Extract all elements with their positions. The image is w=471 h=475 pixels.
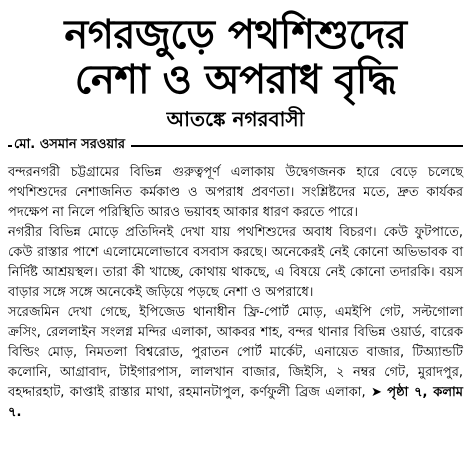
paragraph-3-text: সরেজমিন দেখা গেছে, ইপিজেড থানাধীন ফ্রি-পোর্ট মোড়, এমইপি গেট, সল্টগোলা ক্রসিং, রেললাইন সংলগ্ন মন্দির এলাকা, আকবর শাহ, বন্দর থানার বিভিন্ন ওয়ার্ড, বারেক বিল্ডিং মোড়, নিমতলা বিশ্বরোড, পুরাতন পোর্ট মার্কেট, এনায়েত বাজার, টিঅ্যান্ডটি কলোনি, আগ্রাবাদ, টাইগারপাস, লালখান বাজার, জিইসি, ২ নম্বর গেট, মুরাদপুর, বহদ্দারহাট, কাপ্তাই রাস্তার মাথা, রহমানটাপুল, কর্ণফুলী ব্রিজ এলাকা, [8,305,463,401]
continuation-arrow-icon: ➤ [370,385,382,401]
article-body [8,163,463,423]
headline [8,14,463,102]
headline-line-2: নেশা ও অপরাধ বৃদ্ধি [74,57,397,104]
byline-row [8,133,463,159]
paragraph-2: নগরীর বিভিন্ন মোড়ে প্রতিদিনই দেখা যায় পথশিশুদের অবাধ বিচরণ। কেউ ফুটপাতে, কেউ রাস্তার পাশে এলোমেলোভাবে বসবাস করছে। অনেকেরই নেই কোনো অভিভাবক বা নির্দিষ্ট আশ্রয়স্থল। তারা কী খাচ্ছে, কোথায় থাকছে, এ বিষয়ে নেই কোনো তদারকি। বয়স বাড়ার সঙ্গে সঙ্গে অনেকেই জড়িয়ে পড়ছে নেশা ও অপরাধে। [8,225,463,301]
paragraph-1: বন্দরনগরী চট্টগ্রামের বিভিন্ন গুরুত্বপূর্ণ এলাকায় উদ্বেগজনক হারে বেড়ে চলেছে পথশিশুদের নেশাজনিত কর্মকাণ্ড ও অপরাধ প্রবণতা। সংশ্লিষ্টদের মতে, দ্রুত কার্যকর পদক্ষেপ না নিলে পরিস্থিতি আরও ভয়াবহ আকার ধারণ করতে পারে। [8,165,463,221]
continuation-reference: পৃষ্ঠা ৭, কলাম ৭. [8,385,463,421]
subheadline: আতঙ্কে নগরবাসী [166,107,305,132]
byline: মো. ওসমান সরওয়ার [12,133,131,157]
paragraph-3 [8,303,463,423]
headline-line-1: নগরজুড়ে পথশিশুদের [64,12,407,58]
